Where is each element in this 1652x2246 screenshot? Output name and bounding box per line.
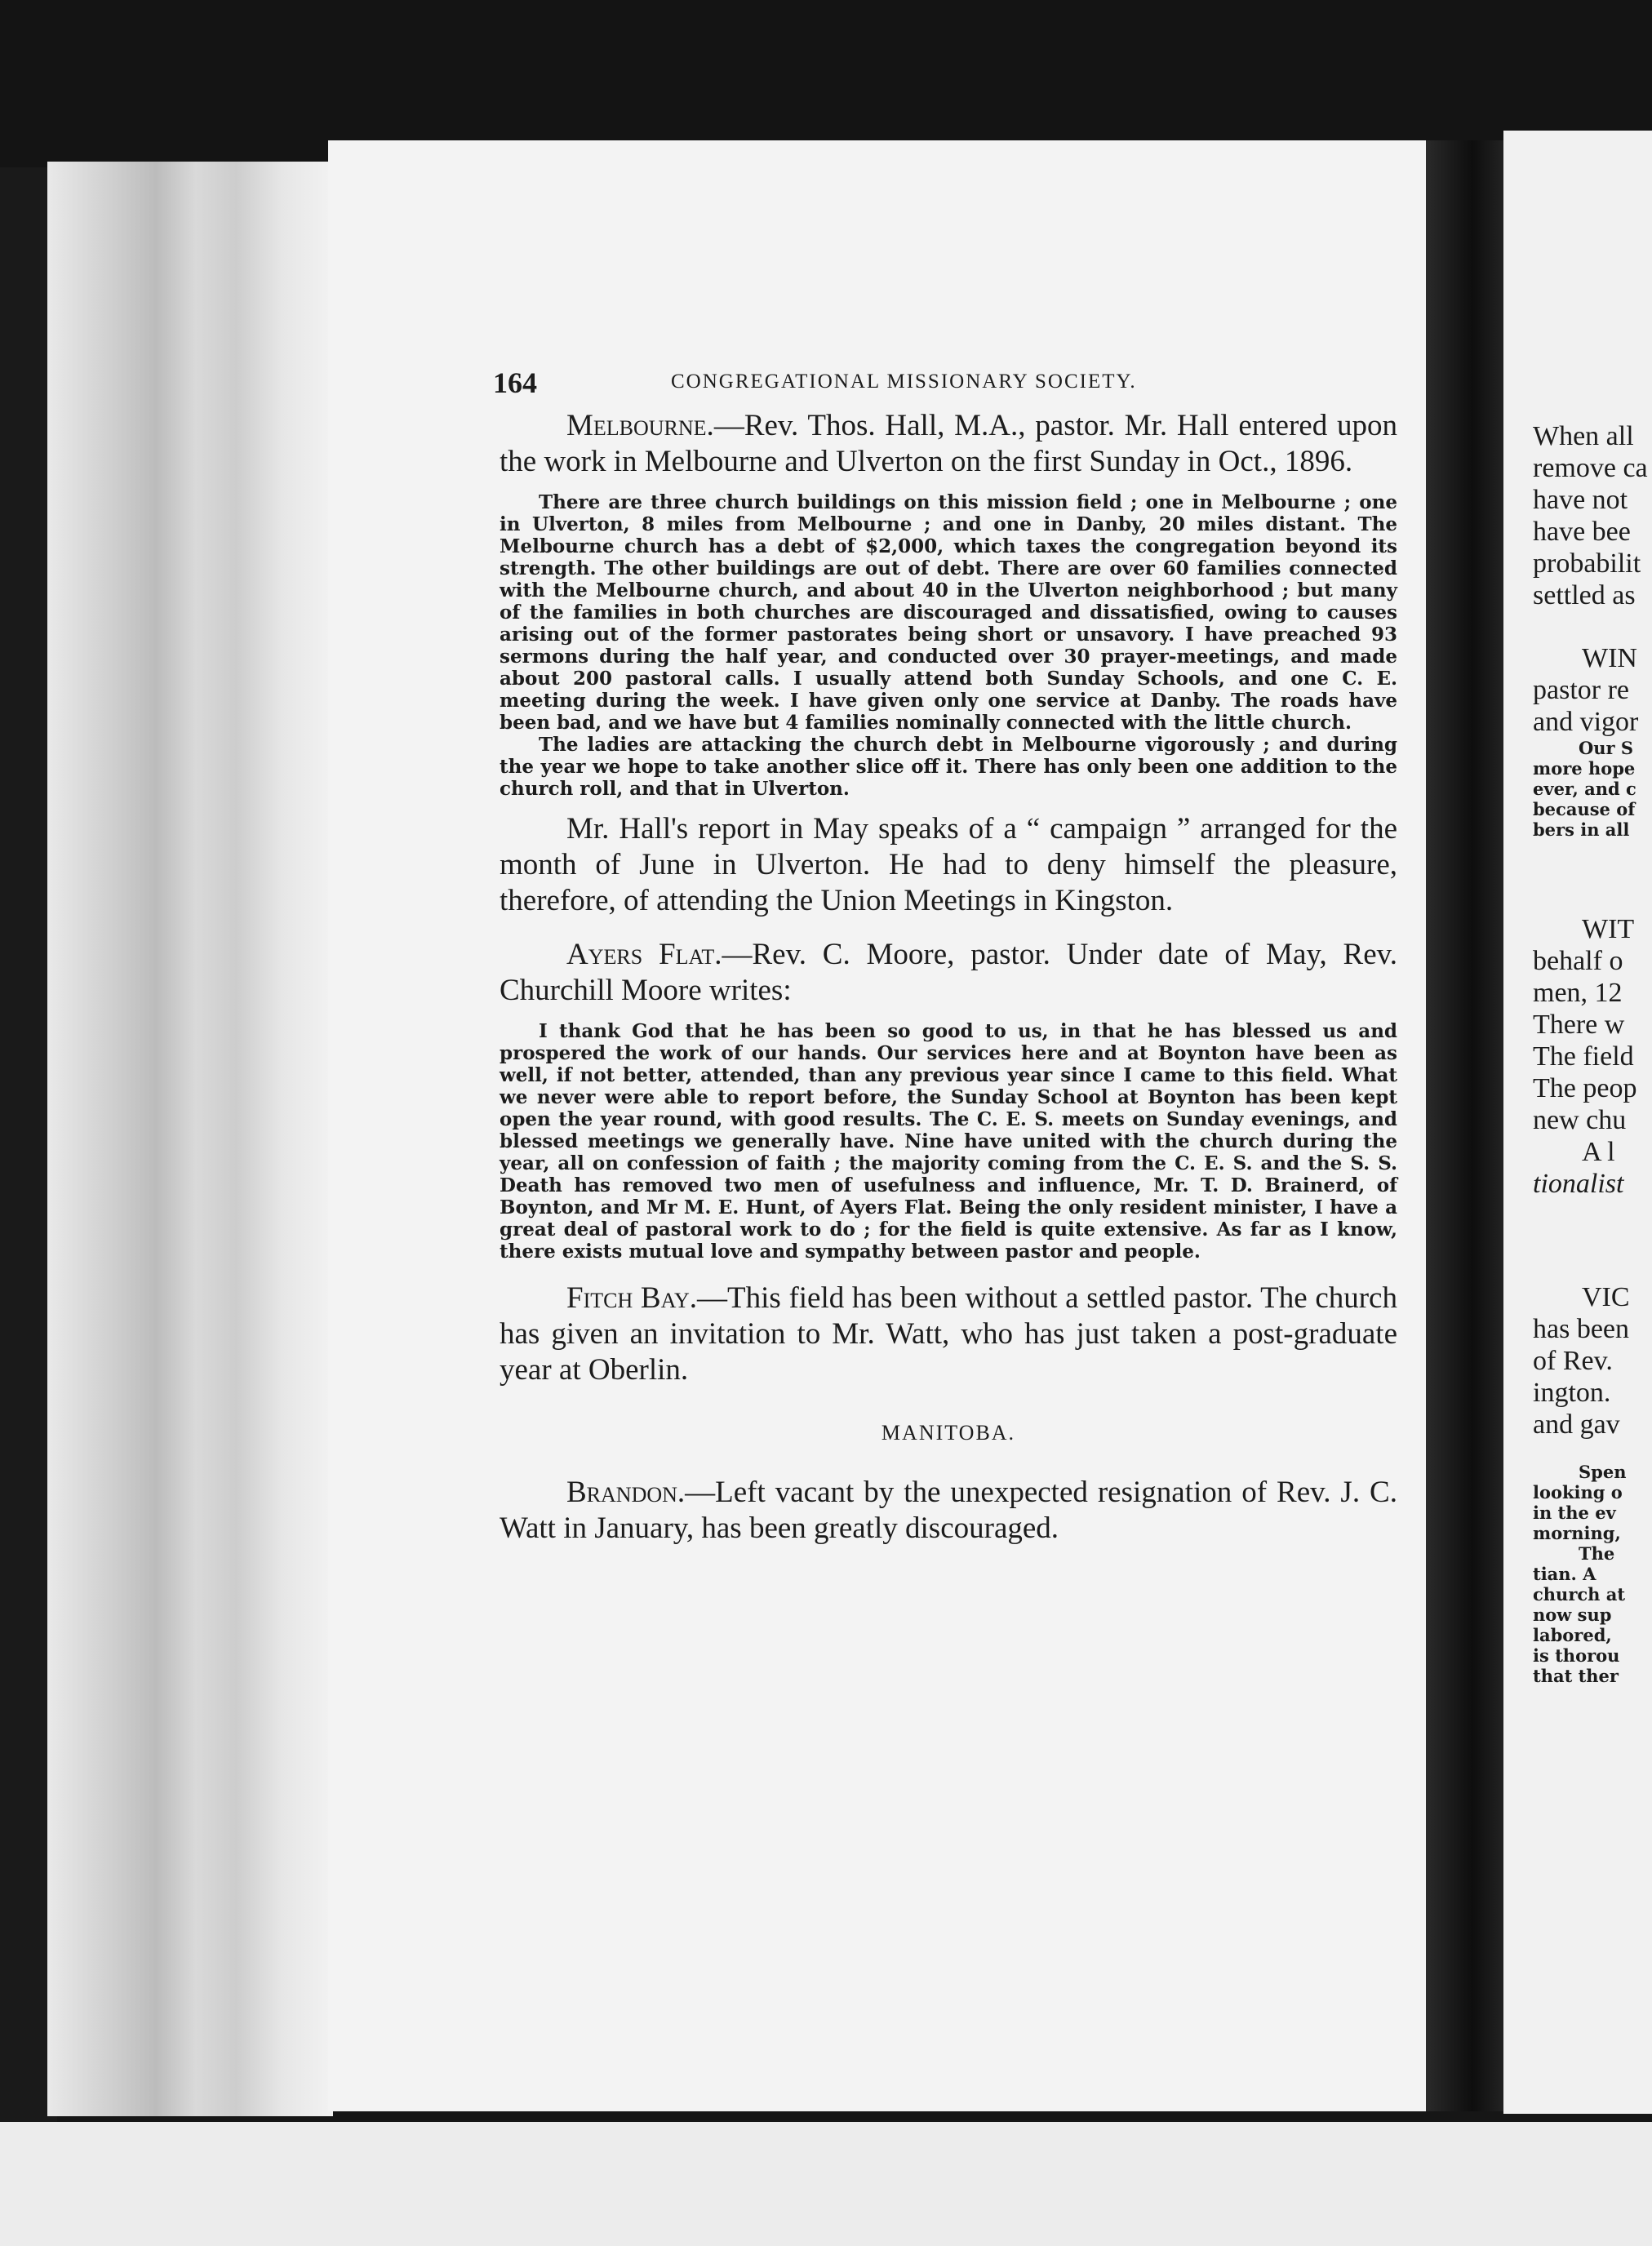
running-head [493, 359, 1397, 408]
paragraph-melbourne [500, 408, 1397, 480]
facing-line: When all [1533, 421, 1634, 451]
facing-line: settled as [1533, 580, 1636, 610]
facing-line: have not [1533, 485, 1628, 515]
page-number: 164 [493, 366, 537, 399]
scan-background-bottom [0, 2122, 1652, 2246]
facing-line: There w [1533, 1010, 1625, 1040]
section-heading-manitoba: MANITOBA. [881, 1421, 1016, 1445]
facing-small-line: that ther [1533, 1666, 1619, 1686]
facing-line-italic: tionalist [1533, 1169, 1624, 1199]
facing-small-line: Our S [1579, 738, 1634, 758]
book-gutter [1426, 140, 1503, 2111]
facing-line: men, 12 [1533, 978, 1623, 1008]
place-name-ayers-flat: Ayers Flat. [566, 938, 722, 971]
page-content [493, 359, 1397, 1547]
facing-small-line: now sup [1533, 1605, 1612, 1625]
facing-small-line: The [1579, 1543, 1615, 1564]
facing-line: and gav [1533, 1409, 1620, 1440]
facing-line: remove ca [1533, 453, 1648, 483]
facing-line: A l [1582, 1137, 1615, 1167]
facing-small-line: in the ev [1533, 1503, 1616, 1523]
facing-line: pastor re [1533, 675, 1630, 705]
melbourne-may-report: Mr. Hall's report in May speaks of a “ campaign ” arranged for the month of June in Ulverton. He had to deny himself the pleasure, therefore, of attending the Union Meetings in Kingston. [500, 812, 1397, 917]
facing-small-line: tian. A [1533, 1564, 1596, 1584]
melbourne-report-1: There are three church buildings on this mission field ; one in Melbourne ; one in Ulverton, 8 miles from Melbourne ; and one in Danby, 20 miles distant. The Melbourne church has a debt of $2,000, which taxes the congregation beyond its strength. The other buildings are out of debt. There are over 60 families connected with the Melbourne church, and about 40 in the Ulverton neighborhood ; but many of the families in both churches are discouraged and dissatisfied, owing to causes arising out of the former pastorates being short or unsavory. I have preached 93 sermons during the half year, and conducted over 30 prayer-meetings, and made about 200 pastoral calls. I usually attend both Sunday Schools, and one C. E. meeting during the week. I have given only one service at Danby. The roads have been bad, and we have but 4 families nominally connected with the little church. [500, 491, 1397, 734]
paragraph-brandon [500, 1475, 1397, 1547]
book-page-edges [47, 162, 333, 2116]
facing-small-line: labored, [1533, 1625, 1612, 1645]
facing-small-line: ever, and c [1533, 779, 1636, 799]
facing-heading: WIN [1582, 643, 1637, 673]
place-name-fitch-bay: Fitch Bay. [566, 1281, 697, 1315]
facing-line: has been [1533, 1314, 1630, 1344]
facing-line: and vigor [1533, 707, 1639, 737]
place-name-melbourne: Melbourne. [566, 409, 714, 442]
ayers-flat-intro: —Rev. C. Moore, pastor. Under date of May, Rev. Churchill Moore writes: [500, 938, 1397, 1007]
running-title: CONGREGATIONAL MISSIONARY SOCIETY. [671, 371, 1137, 393]
facing-line: The field [1533, 1041, 1634, 1072]
facing-small-line: is thorou [1533, 1645, 1620, 1666]
fitch-bay-text: —This field has been without a settled pastor. The church has given an invitation to Mr. Watt, who has just taken a post-graduate year at Oberlin. [500, 1281, 1397, 1387]
facing-line: ington. [1533, 1378, 1611, 1408]
facing-line: The peop [1533, 1073, 1637, 1103]
facing-small-line: looking o [1533, 1482, 1623, 1503]
facing-page-text [1533, 420, 1652, 1686]
facing-line: probabilit [1533, 548, 1641, 579]
facing-small-line: because of [1533, 799, 1636, 819]
melbourne-report-2: The ladies are attacking the church debt in Melbourne vigorously ; and during the year we hope to take another slice off it. There has only been one addition to the church roll, and that in Ulverton. [500, 734, 1397, 800]
facing-page [1503, 131, 1652, 2114]
facing-small-line: Spen [1579, 1462, 1627, 1482]
place-name-brandon: Brandon. [566, 1476, 686, 1509]
facing-heading: WIT [1582, 914, 1635, 944]
facing-line: of Rev. [1533, 1346, 1613, 1376]
paragraph-ayers-flat [500, 937, 1397, 1009]
facing-line: behalf o [1533, 946, 1623, 976]
facing-small-line: more hope [1533, 758, 1636, 779]
brandon-text: —Left vacant by the unexpected resignation of Rev. J. C. Watt in January, has been greatly discouraged. [500, 1476, 1397, 1545]
paragraph-fitch-bay [500, 1281, 1397, 1388]
facing-small-line: bers in all [1533, 819, 1630, 840]
facing-line: new chu [1533, 1105, 1627, 1135]
facing-small-line: church at [1533, 1584, 1626, 1605]
melbourne-intro: —Rev. Thos. Hall, M.A., pastor. Mr. Hall entered upon the work in Melbourne and Ulverton on the first Sunday in Oct., 1896. [500, 409, 1397, 478]
ayers-flat-report: I thank God that he has been so good to us, in that he has blessed us and prospered the work of our hands. Our services here and at Boynton have been as well, if not better, attended, than any previous year since I came to this field. What we never were able to report before, the Sunday School at Boynton has been kept open the year round, with good results. The C. E. S. meets on Sunday evenings, and blessed meetings we generally have. Nine have united with the church during the year, all on confession of faith ; the majority coming from the C. E. S. and the S. S. Death has removed two men of usefulness and influence, Mr. T. D. Brainerd, of Boynton, and Mr M. E. Hunt, of Ayers Flat. Being the only resident minister, I have a great deal of pastoral work to do ; for the field is quite extensive. As far as I know, there exists mutual love and sympathy between pastor and people. [500, 1020, 1397, 1263]
facing-line: have bee [1533, 517, 1631, 547]
facing-small-line: morning, [1533, 1523, 1621, 1543]
facing-heading: VIC [1582, 1282, 1630, 1312]
